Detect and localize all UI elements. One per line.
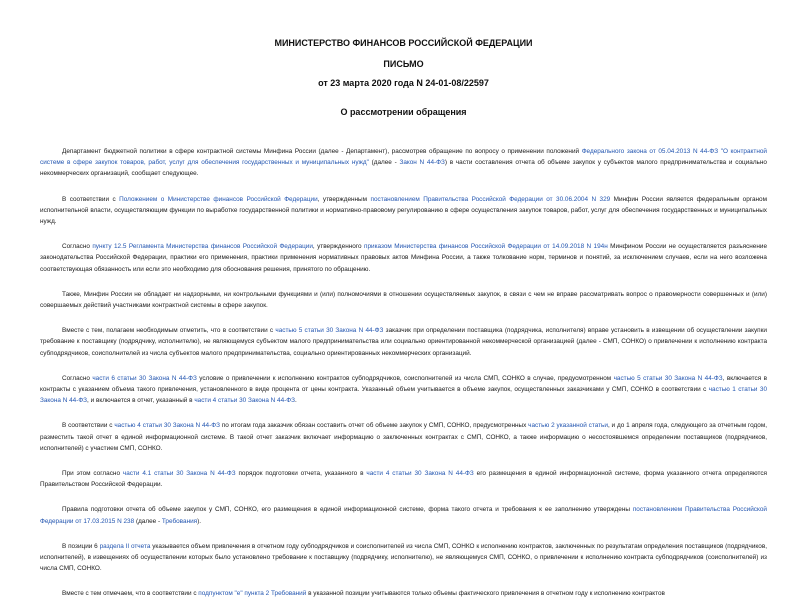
body-paragraph bbox=[40, 420, 767, 454]
legal-reference-link[interactable]: частью 4 статьи 30 Закона N 44-ФЗ bbox=[114, 422, 220, 430]
body-paragraph bbox=[40, 289, 767, 311]
document-body bbox=[40, 146, 767, 614]
paragraph-text: В позиции 6 bbox=[62, 542, 100, 550]
paragraph-text: по итогам года заказчик обязан составить отчет об объеме закупок у СМП, СОНКО, предусмотренных bbox=[219, 422, 529, 430]
paragraph-text: условие о привлечении к исполнению контрактов субподрядчиков, соисполнителей из числа СМП, СОНКО в случае, предусмотренном bbox=[196, 374, 614, 382]
legal-reference-link[interactable]: постановлением Правительства Российской Федерации от 17.03.2015 N 238 bbox=[40, 506, 767, 525]
legal-reference-link[interactable]: части 4 статьи 30 Закона N 44-ФЗ bbox=[366, 470, 474, 478]
paragraph-text: , включается в контракты с указанием объема такого привлечения, установленного в виде процента от цены контракта. Указанный объем учитывается в объеме закупок, осуществленных заказчиками у СМП, СОНКО в соответствии с bbox=[40, 374, 768, 394]
legal-reference-link[interactable]: части 4.1 статьи 30 Закона N 44-ФЗ bbox=[122, 470, 236, 478]
paragraph-text: (далее - bbox=[368, 159, 400, 167]
paragraph-text: Департамент бюджетной политики в сфере контрактной системы Минфина России (далее - Департамент), рассмотрев обращение по вопросу о применении положений bbox=[62, 148, 582, 155]
legal-reference-link[interactable]: постановлением Правительства Российской Федерации от 30.06.2004 N 329 bbox=[370, 195, 611, 203]
body-paragraph bbox=[40, 194, 767, 228]
paragraph-text: порядок подготовки отчета, указанного в bbox=[235, 470, 367, 478]
legal-reference-link[interactable]: Требования bbox=[161, 517, 198, 525]
legal-reference-link[interactable]: Закон N 44-ФЗ bbox=[399, 159, 445, 167]
paragraph-text: . bbox=[295, 397, 297, 405]
paragraph-text: указывается объем привлечения в отчетном году субподрядчиков и соисполнителей из числа СМП, СОНКО к исполнению контрактов, заключенных по результатам определения поставщиков (подрядчиков, исполнителей), в извещениях об осуществлении которых было установлено требование к поставщику (подрядчику, исполнителю), не являющемуся СМП, СОНКО, о привлечении к исполнению контракта субподрядчиков (соисполнителей) из числа СМП, СОНКО. bbox=[40, 542, 768, 573]
paragraph-text: (далее - bbox=[134, 517, 162, 525]
paragraph-text: , и включается в отчет, указанный в bbox=[87, 397, 195, 405]
body-paragraph bbox=[40, 468, 767, 490]
legal-reference-link[interactable]: Положением о Министерстве финансов Российской Федерации bbox=[119, 195, 318, 203]
legal-reference-link[interactable]: подпунктом "е" пункта 2 Требований bbox=[198, 590, 307, 598]
body-paragraph bbox=[40, 373, 767, 407]
paragraph-text: Также, Минфин России не обладает ни надзорными, ни контрольными функциями и (или) полномочиями в отношении осуществляемых закупок, в связи с чем не вправе рассматривать вопрос о правомерности совершенных и (или) совершаемых действий участниками контрактной системы в сфере закупок. bbox=[40, 290, 767, 310]
legal-reference-link[interactable]: части 4 статьи 30 Закона N 44-ФЗ bbox=[194, 397, 295, 405]
document-subject: О рассмотрении обращения bbox=[340, 107, 467, 117]
legal-reference-link[interactable]: частью 5 статьи 30 Закона N 44-ФЗ bbox=[613, 374, 723, 382]
legal-reference-link[interactable]: частью 1 статьи 30 Закона N 44-ФЗ bbox=[40, 386, 767, 405]
paragraph-text: его размещения в единой информационной системе, форма указанного отчета определяются Правительством Российской Федерации. bbox=[40, 470, 767, 489]
legal-reference-link[interactable]: Федерального закона от 05.04.2013 N 44-ФЗ "О контрактной системе в сфере закупок товаров, работ, услуг для обеспечения государственных и муниципальных нужд" bbox=[40, 148, 767, 167]
body-paragraph bbox=[40, 241, 767, 275]
body-paragraph bbox=[40, 325, 767, 359]
paragraph-text: ). bbox=[197, 517, 202, 525]
paragraph-text: При этом согласно bbox=[62, 470, 123, 478]
body-paragraph bbox=[40, 541, 767, 575]
body-paragraph bbox=[40, 146, 767, 180]
paragraph-text: Минфином России не осуществляется разъяснение законодательства Российской Федерации, практики его применения, практики применения нормативных правовых актов Минфина России, а также толкование норм, терминов и понятий, за исключением случаев, если на него возложена соответствующая обязанность или если это необходимо для обоснования решения, принятого по обращению. bbox=[40, 243, 768, 273]
paragraph-text: В соответствии с bbox=[62, 195, 120, 203]
paragraph-text: в указанной позиции учитываются только объемы фактического привлечения в отчетном году к исполнению контрактов bbox=[306, 590, 665, 598]
paragraph-text: заказчик при определении поставщика (подрядчика, исполнителя) вправе установить в извещении об осуществлении закупки требование к поставщику (подрядчику, исполнителю), не являющемуся субъектом малого предпринимательства или социально ориентированной некоммерческой организацией (далее - СМП, СОНКО) о привлечении к исполнению контракта субподрядчиков, соисполнителей из числа субъектов малого предпринимательства, социально ориентированных некоммерческих организаций. bbox=[40, 327, 767, 357]
paragraph-text: В соответствии с bbox=[62, 422, 115, 430]
legal-reference-link[interactable]: части 6 статьи 30 Закона N 44-ФЗ bbox=[92, 374, 197, 382]
paragraph-text: Согласно bbox=[62, 243, 93, 251]
paragraph-text: Вместе с тем отмечаем, что в соответствии с bbox=[62, 590, 199, 598]
ministry-title: МИНИСТЕРСТВО ФИНАНСОВ РОССИЙСКОЙ ФЕДЕРАЦИИ bbox=[274, 38, 533, 48]
paragraph-text: Согласно bbox=[62, 374, 93, 382]
legal-reference-link[interactable]: приказом Министерства финансов Российской Федерации от 14.09.2018 N 194н bbox=[364, 243, 608, 251]
legal-reference-link[interactable]: частью 2 указанной статьи bbox=[528, 422, 608, 430]
body-paragraph bbox=[40, 588, 767, 599]
paragraph-text: , утвержденного bbox=[312, 243, 364, 251]
legal-reference-link[interactable]: частью 5 статьи 30 Закона N 44-ФЗ bbox=[275, 327, 384, 335]
document-type: ПИСЬМО bbox=[383, 59, 424, 69]
legal-reference-link[interactable]: пункту 12.5 Регламента Министерства финансов Российской Федерации bbox=[92, 243, 313, 251]
paragraph-text: ) в части составления отчета об объеме закупок у субъектов малого предпринимательства и социально некоммерческих организаций, сообщает следующее. bbox=[40, 159, 767, 178]
paragraph-text: Минфин России является федеральным органом исполнительной власти, осуществляющим функции по выработке государственной политики и нормативно-правовому регулированию в сфере осуществления закупок товаров, работ, услуг для обеспечения государственных и муниципальных нужд. bbox=[40, 195, 768, 226]
paragraph-text: , утвержденным bbox=[317, 195, 371, 203]
document-date-number: от 23 марта 2020 года N 24-01-08/22597 bbox=[318, 78, 489, 88]
paragraph-text: Правила подготовки отчета об объеме закупок у СМП, СОНКО, его размещения в единой информационной системе, форма такого отчета и требования к ее заполнению утверждены bbox=[62, 506, 633, 514]
paragraph-text: Вместе с тем, полагаем необходимым отметить, что в соответствии с bbox=[62, 327, 276, 335]
body-paragraph bbox=[40, 504, 767, 526]
paragraph-text: , и до 1 апреля года, следующего за отчетным годом, разместить такой отчет в единой информационной системе. В такой отчет заказчик включает информацию о заключенных контрактах с СМП, СОНКО, а также информацию о несостоявшемся определении поставщиков (подрядчиков, исполнителей) с участием СМП, СОНКО. bbox=[40, 422, 767, 452]
legal-reference-link[interactable]: раздела II отчета bbox=[99, 542, 151, 550]
